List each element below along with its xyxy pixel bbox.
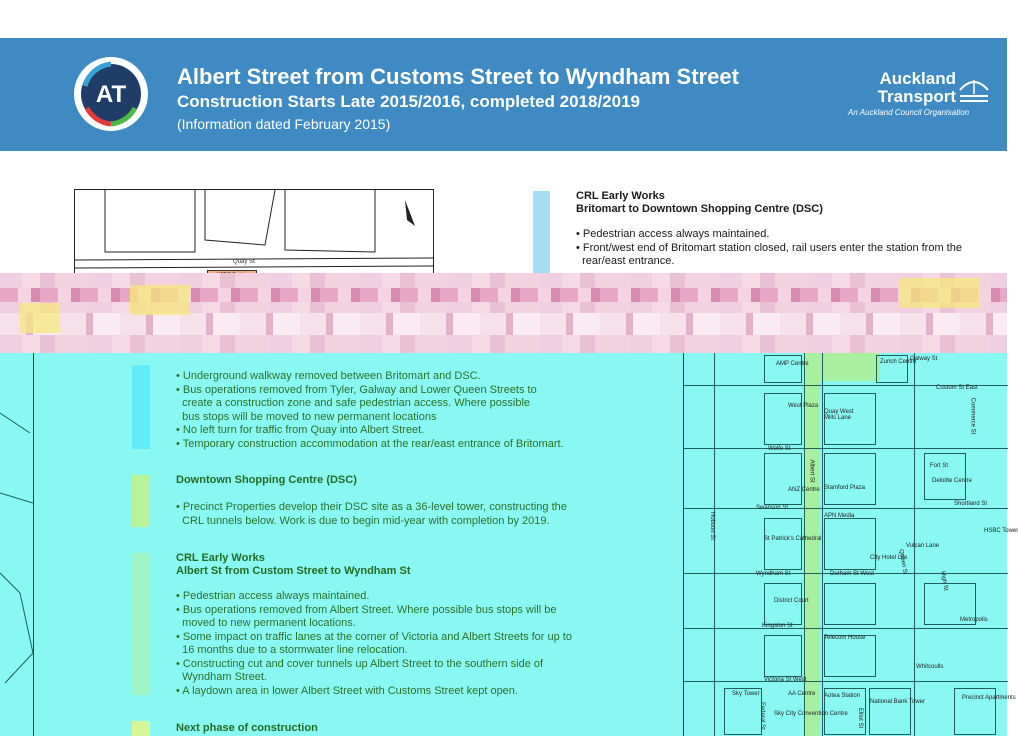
map-label: National Bank Tower <box>870 699 925 705</box>
section-bar-britomart-cont <box>132 365 150 449</box>
bullet: • Temporary construction accommodation at the rear/east entrance of Britomart. <box>176 437 564 450</box>
map-label: Hobson St <box>709 511 716 541</box>
building <box>764 583 802 625</box>
map-label: Albert St <box>808 459 815 483</box>
map-label: Whitcoulls <box>916 664 944 670</box>
map-label: Victoria St West <box>764 677 807 683</box>
section-title-next-phase: Next phase of construction <box>176 722 318 734</box>
bullet: • Pedestrian access always maintained. <box>576 228 770 240</box>
map-label: Durham St West <box>830 571 874 577</box>
section-subtitle-albert: Albert St from Custom Street to Wyndham St <box>176 565 411 577</box>
right-map <box>683 353 1018 736</box>
building <box>824 518 876 570</box>
map-label: Precinct Apartments <box>962 695 1016 701</box>
map-label: City Hotel Life <box>870 555 908 561</box>
bullet: bus stops will be moved to new permanent locations <box>176 410 437 423</box>
dsc-bullets <box>176 501 567 528</box>
road <box>684 628 1008 629</box>
map-label: Custom St East <box>936 385 978 391</box>
map-label: Wolfe St <box>768 446 791 452</box>
map-label: Telecom House <box>824 635 866 641</box>
building <box>764 393 802 445</box>
section-bar-albert <box>132 553 150 695</box>
section-title-crl-albert: CRL Early Works <box>176 552 265 564</box>
building <box>824 583 876 625</box>
road <box>714 353 715 736</box>
corrupt-block <box>20 303 60 333</box>
albert-bullets <box>176 590 572 698</box>
section-subtitle-britomart: Britomart to Downtown Shopping Centre (DSC) <box>576 203 823 215</box>
map-label: Federal St <box>758 702 765 730</box>
page-subtitle: Construction Starts Late 2015/2016, completed 2018/2019 <box>177 92 640 111</box>
map-label: District Court <box>774 598 809 604</box>
bullet: • Pedestrian access always maintained. <box>176 590 370 602</box>
building <box>824 453 876 505</box>
road <box>822 353 823 736</box>
map-label: Deloitte Centre <box>932 478 973 484</box>
britomart-cont-bullets <box>176 370 564 451</box>
bullet: Wyndham Street. <box>176 671 267 683</box>
map-label: Quay West <box>824 409 854 415</box>
britomart-bullets <box>576 228 962 269</box>
bullet: • Precinct Properties develop their DSC site as a 36-level tower, constructing the <box>176 501 567 513</box>
road <box>684 508 1008 509</box>
map-label: Aotea Station <box>824 693 861 699</box>
cyan-overlay-region <box>0 353 1018 736</box>
corrupt-block <box>900 278 980 308</box>
logo-text: AT <box>95 81 127 108</box>
bullet: • Bus operations removed from Tyler, Galway and Lower Queen Streets to <box>176 383 537 396</box>
bullet: • Constructing cut and cover tunnels up Albert Street to the southern side of <box>176 657 544 670</box>
map-label: Fort St <box>930 463 949 469</box>
bullet: • No left turn for traffic from Quay into Albert Street. <box>176 424 425 436</box>
bullet: • A laydown area in lower Albert Street with Customs Street kept open. <box>176 684 518 697</box>
building <box>869 688 911 735</box>
corrupted-band <box>0 273 1007 353</box>
map-label: Commerce St <box>969 397 976 435</box>
building <box>824 635 876 677</box>
page-title: Albert Street from Customs Street to Wyndham Street <box>177 64 739 89</box>
bullet: • Some impact on traffic lanes at the corner of Victoria and Albert Streets for up to <box>176 630 572 643</box>
albert-st-corridor <box>806 353 820 736</box>
bullet: rear/east entrance. <box>576 255 675 267</box>
corrupt-stripe <box>0 313 1007 335</box>
bullet: moved to new permanent locations. <box>176 617 356 629</box>
harbour-bridge-icon <box>958 72 990 106</box>
building <box>924 453 966 500</box>
left-map <box>0 353 34 736</box>
map-label: AMP Centre <box>776 361 809 367</box>
bullet: create a construction zone and safe pedestrian access. Where possible <box>176 397 531 409</box>
section-bar-britomart <box>533 191 550 275</box>
map-label: ANZ Centre <box>788 487 820 493</box>
construction-zone <box>820 353 880 381</box>
map-label: Wyndham St <box>756 571 791 577</box>
map-label: Vulcan Lane <box>906 543 940 549</box>
map-label: High St <box>939 570 949 592</box>
map-label: Shortland St <box>954 501 988 507</box>
road <box>684 448 1008 449</box>
auckland-transport-brand <box>848 70 993 120</box>
map-streets <box>75 190 433 280</box>
building <box>764 453 802 505</box>
map-label: Stamford Plaza <box>824 485 866 491</box>
road <box>684 681 1008 682</box>
section-title-crl: CRL Early Works <box>576 190 665 202</box>
info-dated: (Information dated February 2015) <box>177 116 391 132</box>
map-label: HSBC Tower <box>984 528 1018 534</box>
section-bar-next <box>132 721 150 736</box>
corrupt-block <box>130 285 190 315</box>
building <box>764 518 802 570</box>
map-label: Swanson St <box>756 505 789 511</box>
map-label: West Plaza <box>788 403 819 409</box>
brand-name <box>868 70 956 106</box>
map-label: Elliot St <box>857 707 864 729</box>
map-label: Sky City Convention Centre <box>774 711 848 717</box>
map-label: Galway St <box>910 356 938 362</box>
left-map-streets <box>0 353 33 736</box>
brand-tagline: An Auckland Council Organisation <box>848 108 970 117</box>
map-label: Kingston St <box>762 623 793 629</box>
map-label: Sky Tower <box>732 691 760 697</box>
map-label: AA Centre <box>788 691 816 697</box>
section-title-dsc: Downtown Shopping Centre (DSC) <box>176 474 357 486</box>
bullet: • Bus operations removed from Albert Street. Where possible bus stops will be <box>176 603 557 616</box>
map-label: Zurich Centre <box>880 359 917 365</box>
map-label: Queen St <box>897 548 908 576</box>
map-label: St Patrick's Cathedral <box>764 536 822 542</box>
building <box>764 355 802 383</box>
bullet: • Front/west end of Britomart station closed, rail users enter the station from the <box>576 241 962 254</box>
brand-name-line2: Transport <box>877 87 956 106</box>
map-label: Mills Lane <box>824 415 852 421</box>
map-label: Metropolis <box>960 617 988 623</box>
building <box>764 635 802 677</box>
auckland-transport-logo-icon <box>73 56 149 132</box>
section-bar-dsc <box>132 475 150 527</box>
map-label: APN Media <box>824 513 855 519</box>
bullet: • Underground walkway removed between Britomart and DSC. <box>176 370 481 382</box>
bullet: CRL tunnels below. Work is due to begin mid-year with completion by 2019. <box>176 514 550 527</box>
bullet: 16 months due to a stormwater line relocation. <box>176 644 408 656</box>
brand-name-line1: Auckland <box>879 69 956 88</box>
location-map-top <box>74 189 434 281</box>
map-label-quay-st: Quay St <box>233 259 255 265</box>
